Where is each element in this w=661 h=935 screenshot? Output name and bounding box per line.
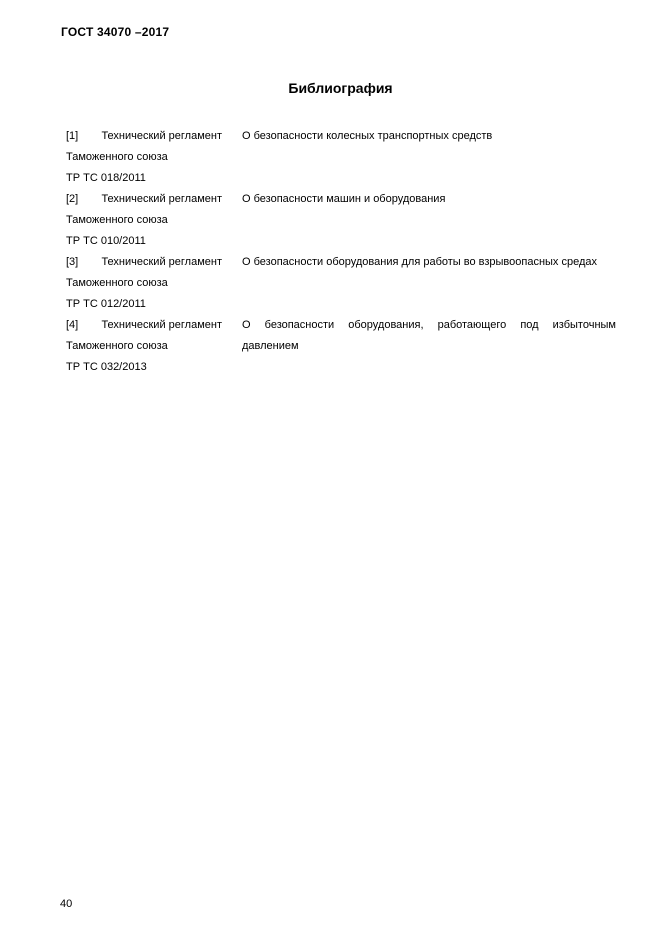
entry-issuer: Таможенного союза — [66, 277, 168, 289]
entry-index: [1] — [66, 130, 79, 142]
entry-issuer: Таможенного союза — [66, 214, 168, 226]
entry-doc-type: Технический регламент — [101, 256, 222, 268]
bibliography-reference — [66, 315, 242, 378]
entry-doc-type: Технический регламент — [101, 130, 222, 142]
entry-code: ТР ТС 032/2013 — [66, 361, 147, 373]
entry-index: [2] — [66, 193, 79, 205]
page-title: Библиография — [288, 80, 393, 96]
entry-index: [3] — [66, 256, 79, 268]
document-code-header: ГОСТ 34070 –2017 — [61, 25, 170, 39]
bibliography-entry-4 — [66, 315, 616, 378]
entry-subject: О безопасности оборудования для работы во взрывоопасных средах — [242, 256, 598, 268]
entry-issuer: Таможенного союза — [66, 340, 168, 352]
entry-code: ТР ТС 012/2011 — [66, 298, 146, 310]
entry-issuer: Таможенного союза — [66, 151, 168, 163]
entry-subject: О безопасности машин и оборудования — [242, 193, 446, 205]
bibliography-list — [66, 126, 616, 378]
bibliography-reference — [66, 126, 242, 189]
bibliography-entry-2 — [66, 189, 616, 252]
entry-doc-type: Технический регламент — [101, 319, 222, 331]
entry-index: [4] — [66, 319, 79, 331]
entry-code: ТР ТС 010/2011 — [66, 235, 146, 247]
bibliography-entry-1 — [66, 126, 616, 189]
bibliography-reference — [66, 189, 242, 252]
bibliography-reference — [66, 252, 242, 315]
page-number: 40 — [60, 898, 73, 910]
entry-subject: О безопасности колесных транспортных средств — [242, 130, 493, 142]
entry-code: ТР ТС 018/2011 — [66, 172, 146, 184]
entry-subject: О безопасности оборудования, работающего под избыточным давлением — [242, 319, 616, 352]
entry-doc-type: Технический регламент — [101, 193, 222, 205]
bibliography-entry-3 — [66, 252, 616, 315]
